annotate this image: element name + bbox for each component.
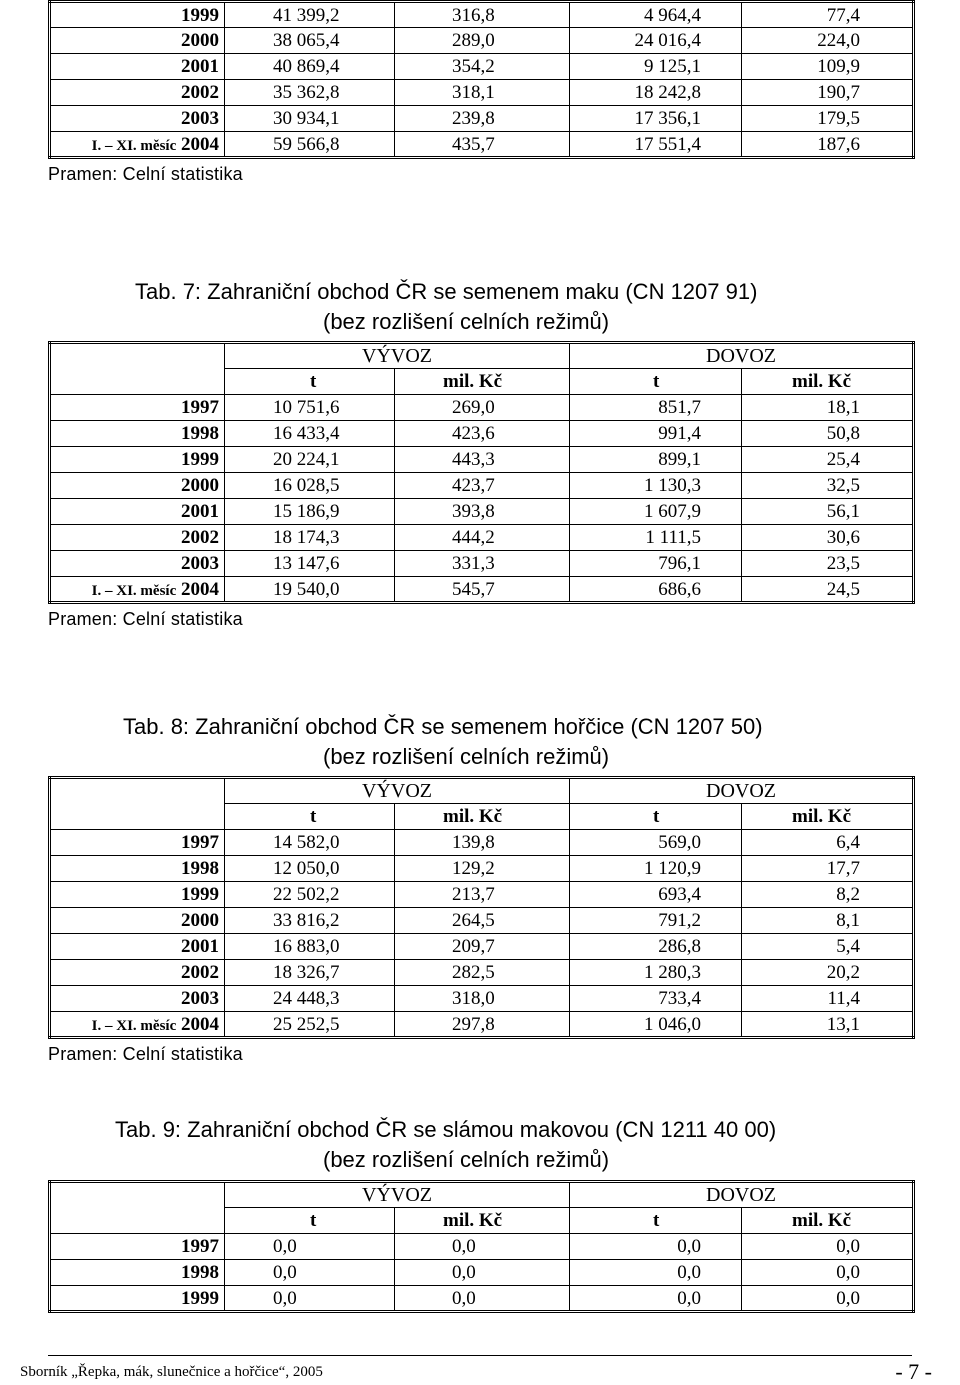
year-cell: 2003: [50, 986, 225, 1012]
value-cell: 190,7: [742, 80, 914, 106]
value-cell: 20 224,1: [225, 447, 395, 473]
import-header: DOVOZ: [570, 1182, 914, 1208]
table-row: [50, 499, 914, 525]
value-cell: 19 540,0: [225, 577, 395, 603]
value-cell: 0,0: [742, 1286, 914, 1312]
value-cell: 213,7: [395, 882, 570, 908]
year-cell: 2002: [50, 960, 225, 986]
value-cell: 0,0: [225, 1234, 395, 1260]
value-cell: 0,0: [570, 1260, 742, 1286]
year-cell: 1998: [50, 1260, 225, 1286]
value-cell: 0,0: [395, 1286, 570, 1312]
year-label: 2004: [181, 1013, 219, 1035]
table-row: [50, 473, 914, 499]
period-label: I. – XI. měsíc: [91, 1017, 177, 1034]
table-row: [50, 1260, 914, 1286]
value-cell: 24 016,4: [570, 28, 742, 54]
footer-rule: [48, 1355, 912, 1356]
export-header: VÝVOZ: [225, 1182, 570, 1208]
table-row: [50, 54, 914, 80]
value-cell: 17 551,4: [570, 132, 742, 158]
year-cell: 1999: [50, 2, 225, 28]
year-cell: 1999: [50, 447, 225, 473]
value-cell: 318,0: [395, 986, 570, 1012]
value-cell: 1 111,5: [570, 525, 742, 551]
period-label: I. – XI. měsíc: [91, 137, 177, 154]
year-cell: 2001: [50, 499, 225, 525]
value-cell: 11,4: [742, 986, 914, 1012]
tab9-title: [115, 1115, 776, 1175]
value-cell: 0,0: [225, 1260, 395, 1286]
header-corner: [50, 343, 225, 395]
value-cell: 30,6: [742, 525, 914, 551]
value-cell: 435,7: [395, 132, 570, 158]
value-cell: 1 607,9: [570, 499, 742, 525]
value-cell: 0,0: [570, 1234, 742, 1260]
period-label: I. – XI. měsíc: [91, 582, 177, 599]
table-row: [50, 525, 914, 551]
value-cell: 35 362,8: [225, 80, 395, 106]
value-cell: 24,5: [742, 577, 914, 603]
value-cell: 316,8: [395, 2, 570, 28]
year-cell: 2000: [50, 28, 225, 54]
value-cell: 899,1: [570, 447, 742, 473]
value-cell: 991,4: [570, 421, 742, 447]
tab8-title: [123, 712, 763, 772]
value-cell: 18 326,7: [225, 960, 395, 986]
source-note: Pramen: Celní statistika: [48, 1044, 243, 1064]
header-corner: [50, 1182, 225, 1234]
year-cell: 1998: [50, 856, 225, 882]
value-cell: 1 046,0: [570, 1012, 742, 1038]
unit-kc-export: mil. Kč: [395, 1208, 570, 1234]
table-row: [50, 2, 914, 28]
value-cell: 269,0: [395, 395, 570, 421]
value-cell: 796,1: [570, 551, 742, 577]
value-cell: 0,0: [395, 1234, 570, 1260]
value-cell: 289,0: [395, 28, 570, 54]
value-cell: 15 186,9: [225, 499, 395, 525]
table-row: [50, 447, 914, 473]
year-cell: [50, 132, 225, 158]
tab8-title-line1: Tab. 8: Zahraniční obchod ČR se semenem hořčice (CN 1207 50): [123, 714, 763, 739]
unit-kc-export: mil. Kč: [395, 369, 570, 395]
value-cell: 40 869,4: [225, 54, 395, 80]
tab8-title-line2: (bez rozlišení celních režimů): [323, 744, 610, 769]
value-cell: 0,0: [742, 1234, 914, 1260]
year-cell: 1998: [50, 421, 225, 447]
value-cell: 14 582,0: [225, 830, 395, 856]
value-cell: 129,2: [395, 856, 570, 882]
year-cell: 1999: [50, 1286, 225, 1312]
value-cell: 286,8: [570, 934, 742, 960]
value-cell: 4 964,4: [570, 2, 742, 28]
value-cell: 16 883,0: [225, 934, 395, 960]
unit-kc-import: mil. Kč: [742, 369, 914, 395]
table-row: [50, 28, 914, 54]
value-cell: 187,6: [742, 132, 914, 158]
value-cell: 25,4: [742, 447, 914, 473]
table-row: [50, 1234, 914, 1260]
value-cell: 318,1: [395, 80, 570, 106]
value-cell: 17 356,1: [570, 106, 742, 132]
tab9-title-line2: (bez rozlišení celních režimů): [323, 1147, 610, 1172]
year-cell: [50, 1012, 225, 1038]
value-cell: 24 448,3: [225, 986, 395, 1012]
value-cell: 1 120,9: [570, 856, 742, 882]
value-cell: 59 566,8: [225, 132, 395, 158]
value-cell: 30 934,1: [225, 106, 395, 132]
value-cell: 9 125,1: [570, 54, 742, 80]
table-row: [50, 577, 914, 603]
year-cell: 2000: [50, 908, 225, 934]
year-cell: 2000: [50, 473, 225, 499]
tab9-title-line1: Tab. 9: Zahraniční obchod ČR se slámou makovou (CN 1211 40 00): [115, 1117, 777, 1142]
value-cell: 33 816,2: [225, 908, 395, 934]
year-cell: 1999: [50, 882, 225, 908]
year-cell: 1997: [50, 830, 225, 856]
table-row: [50, 856, 914, 882]
import-header: DOVOZ: [570, 778, 914, 804]
unit-kc-export: mil. Kč: [395, 804, 570, 830]
value-cell: 56,1: [742, 499, 914, 525]
tab7-title: [135, 277, 757, 337]
value-cell: 25 252,5: [225, 1012, 395, 1038]
value-cell: 109,9: [742, 54, 914, 80]
page-number: - 7 -: [895, 1359, 932, 1384]
value-cell: 693,4: [570, 882, 742, 908]
table-row: [50, 551, 914, 577]
value-cell: 8,1: [742, 908, 914, 934]
year-label: 2004: [181, 133, 219, 155]
unit-t-import: t: [570, 804, 742, 830]
table-tab8: [48, 776, 915, 1039]
unit-t-export: t: [225, 1208, 395, 1234]
unit-t-export: t: [225, 804, 395, 830]
value-cell: 50,8: [742, 421, 914, 447]
value-cell: 17,7: [742, 856, 914, 882]
value-cell: 1 280,3: [570, 960, 742, 986]
year-cell: 2001: [50, 934, 225, 960]
value-cell: 264,5: [395, 908, 570, 934]
value-cell: 18,1: [742, 395, 914, 421]
value-cell: 20,2: [742, 960, 914, 986]
value-cell: 443,3: [395, 447, 570, 473]
year-cell: 2002: [50, 525, 225, 551]
value-cell: 13,1: [742, 1012, 914, 1038]
value-cell: 5,4: [742, 934, 914, 960]
table-tab7: [48, 341, 915, 604]
value-cell: 423,7: [395, 473, 570, 499]
table-tab8-block: [48, 776, 912, 1065]
table-row: [50, 395, 914, 421]
unit-t-export: t: [225, 369, 395, 395]
value-cell: 282,5: [395, 960, 570, 986]
table-row: [50, 1286, 914, 1312]
year-cell: [50, 577, 225, 603]
source-note: Pramen: Celní statistika: [48, 164, 243, 184]
value-cell: 12 050,0: [225, 856, 395, 882]
table-row: [50, 132, 914, 158]
value-cell: 32,5: [742, 473, 914, 499]
value-cell: 569,0: [570, 830, 742, 856]
value-cell: 18 174,3: [225, 525, 395, 551]
table-tab7-block: [48, 341, 912, 630]
table-tab9: [48, 1180, 915, 1313]
table-row: [50, 908, 914, 934]
table-continuation: [48, 0, 915, 159]
value-cell: 224,0: [742, 28, 914, 54]
value-cell: 22 502,2: [225, 882, 395, 908]
year-cell: 2001: [50, 54, 225, 80]
value-cell: 851,7: [570, 395, 742, 421]
value-cell: 733,4: [570, 986, 742, 1012]
value-cell: 139,8: [395, 830, 570, 856]
table-tab9-block: [48, 1180, 912, 1313]
value-cell: 10 751,6: [225, 395, 395, 421]
export-header: VÝVOZ: [225, 343, 570, 369]
table-row: [50, 80, 914, 106]
value-cell: 444,2: [395, 525, 570, 551]
source-note: Pramen: Celní statistika: [48, 609, 243, 629]
value-cell: 209,7: [395, 934, 570, 960]
table-row: [50, 106, 914, 132]
value-cell: 6,4: [742, 830, 914, 856]
tab7-title-line2: (bez rozlišení celních režimů): [323, 309, 610, 334]
value-cell: 8,2: [742, 882, 914, 908]
year-cell: 2002: [50, 80, 225, 106]
value-cell: 1 130,3: [570, 473, 742, 499]
year-cell: 2003: [50, 106, 225, 132]
unit-t-import: t: [570, 1208, 742, 1234]
value-cell: 23,5: [742, 551, 914, 577]
table-row: [50, 1012, 914, 1038]
table-row: [50, 882, 914, 908]
value-cell: 179,5: [742, 106, 914, 132]
unit-kc-import: mil. Kč: [742, 804, 914, 830]
value-cell: 686,6: [570, 577, 742, 603]
value-cell: 423,6: [395, 421, 570, 447]
year-cell: 1997: [50, 1234, 225, 1260]
unit-kc-import: mil. Kč: [742, 1208, 914, 1234]
value-cell: 239,8: [395, 106, 570, 132]
import-header: DOVOZ: [570, 343, 914, 369]
year-cell: 2003: [50, 551, 225, 577]
table-row: [50, 421, 914, 447]
header-corner: [50, 778, 225, 830]
table-row: [50, 934, 914, 960]
value-cell: 38 065,4: [225, 28, 395, 54]
value-cell: 13 147,6: [225, 551, 395, 577]
year-label: 2004: [181, 578, 219, 600]
value-cell: 545,7: [395, 577, 570, 603]
year-cell: 1997: [50, 395, 225, 421]
table-row: [50, 986, 914, 1012]
value-cell: 0,0: [395, 1260, 570, 1286]
value-cell: 16 433,4: [225, 421, 395, 447]
value-cell: 0,0: [570, 1286, 742, 1312]
value-cell: 393,8: [395, 499, 570, 525]
value-cell: 0,0: [742, 1260, 914, 1286]
value-cell: 18 242,8: [570, 80, 742, 106]
unit-t-import: t: [570, 369, 742, 395]
value-cell: 77,4: [742, 2, 914, 28]
table-row: [50, 830, 914, 856]
tab7-title-line1: Tab. 7: Zahraniční obchod ČR se semenem maku (CN 1207 91): [135, 279, 758, 304]
export-header: VÝVOZ: [225, 778, 570, 804]
value-cell: 16 028,5: [225, 473, 395, 499]
value-cell: 0,0: [225, 1286, 395, 1312]
table-row: [50, 960, 914, 986]
value-cell: 331,3: [395, 551, 570, 577]
value-cell: 297,8: [395, 1012, 570, 1038]
value-cell: 41 399,2: [225, 2, 395, 28]
value-cell: 791,2: [570, 908, 742, 934]
value-cell: 354,2: [395, 54, 570, 80]
footer-publication: Sborník „Řepka, mák, slunečnice a hořčice“, 2005: [20, 1364, 323, 1380]
table-continuation-block: [48, 0, 912, 185]
